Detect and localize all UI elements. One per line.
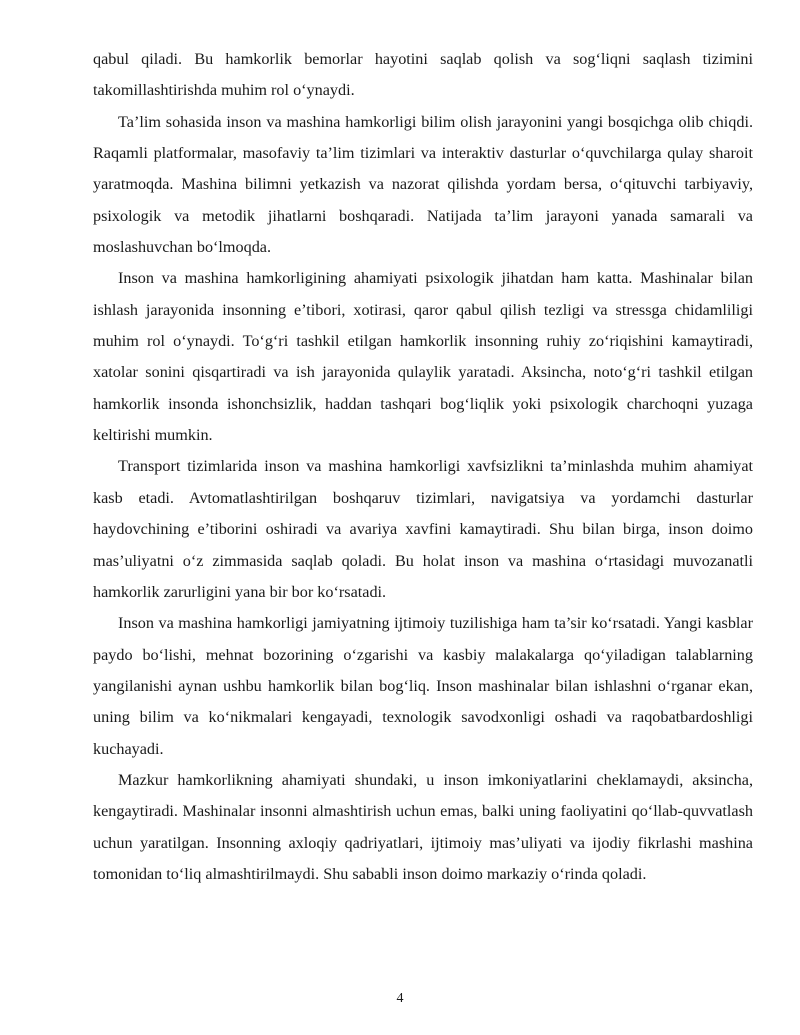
paragraph-education: Ta’lim sohasida inson va mashina hamkorligi bilim olish jarayonini yangi bosqichga olib chiqdi. Raqamli platformalar, masofaviy ta’lim tizimlari va interaktiv dasturlar o‘quvchilarga qulay sharoit yaratmoqda. Mashina bilimni yetkazish va nazorat qilishda yordam bersa, o‘qituvchi tarbiyaviy, psixologik va metodik jihatlarni boshqaradi. Natijada ta’lim jarayoni yanada samarali va moslashuvchan bo‘lmoqda. bbox=[93, 112, 753, 257]
paragraph-continuation: qabul qiladi. Bu hamkorlik bemorlar hayotini saqlab qolish va sog‘liqni saqlash tizimini takomillashtirishda muhim rol o‘ynaydi. bbox=[93, 50, 753, 100]
page-number: 4 bbox=[396, 991, 404, 1006]
body-text bbox=[93, 44, 753, 890]
paragraph-society: Inson va mashina hamkorligi jamiyatning ijtimoiy tuzilishiga ham ta’sir ko‘rsatadi. Yangi kasblar paydo bo‘lishi, mehnat bozorining o‘zgarishi va kasbiy malakalarga qo‘yiladigan talablarning yangilanishi aynan ushbu hamkorlik bilan bog‘liq. Inson mashinalar bilan ishlashni o‘rganar ekan, uning bilim va ko‘nikmalari kengayadi, texnologik savodxonligi oshadi va raqobatbardoshligi kuchayadi. bbox=[93, 614, 753, 758]
paragraph-transport: Transport tizimlarida inson va mashina hamkorligi xavfsizlikni ta’minlashda muhim ahamiyat kasb etadi. Avtomatlashtirilgan boshqaruv tizimlari, navigatsiya va yordamchi dasturlar haydovchining e’tiborini oshiradi va avariya xavfini kamaytiradi. Shu bilan birga, inson doimo mas’uliyatni o‘z zimmasida saqlab qoladi. Bu holat inson va mashina o‘rtasidagi muvozanatli hamkorlik zarurligini yana bir bor ko‘rsatadi. bbox=[93, 457, 753, 601]
paragraph-conclusion: Mazkur hamkorlikning ahamiyati shundaki, u inson imkoniyatlarini cheklamaydi, aksincha, kengaytiradi. Mashinalar insonni almashtirish uchun emas, balki uning faoliyatini qo‘llab-quvvatlash uchun yaratilgan. Insonning axloqiy qadriyatlari, ijtimoiy mas’uliyati va ijodiy fikrlashi mashina tomonidan to‘liq almashtirilmaydi. Shu sababli inson doimo markaziy o‘rinda qoladi. bbox=[93, 770, 753, 883]
paragraph-psychology: Inson va mashina hamkorligining ahamiyati psixologik jihatdan ham katta. Mashinalar bilan ishlash jarayonida insonning e’tibori, xotirasi, qaror qabul qilish tezligi va stressga chidamliligi muhim rol o‘ynaydi. To‘g‘ri tashkil etilgan hamkorlik insonning ruhiy zo‘riqishini kamaytiradi, xatolar sonini qisqartiradi va ish jarayonida qulaylik yaratadi. Aksincha, noto‘g‘ri tashkil etilgan hamkorlik insonda ishonchsizlik, haddan tashqari bog‘liqlik yoki psixologik charchoqni yuzaga keltirishi mumkin. bbox=[93, 269, 753, 445]
